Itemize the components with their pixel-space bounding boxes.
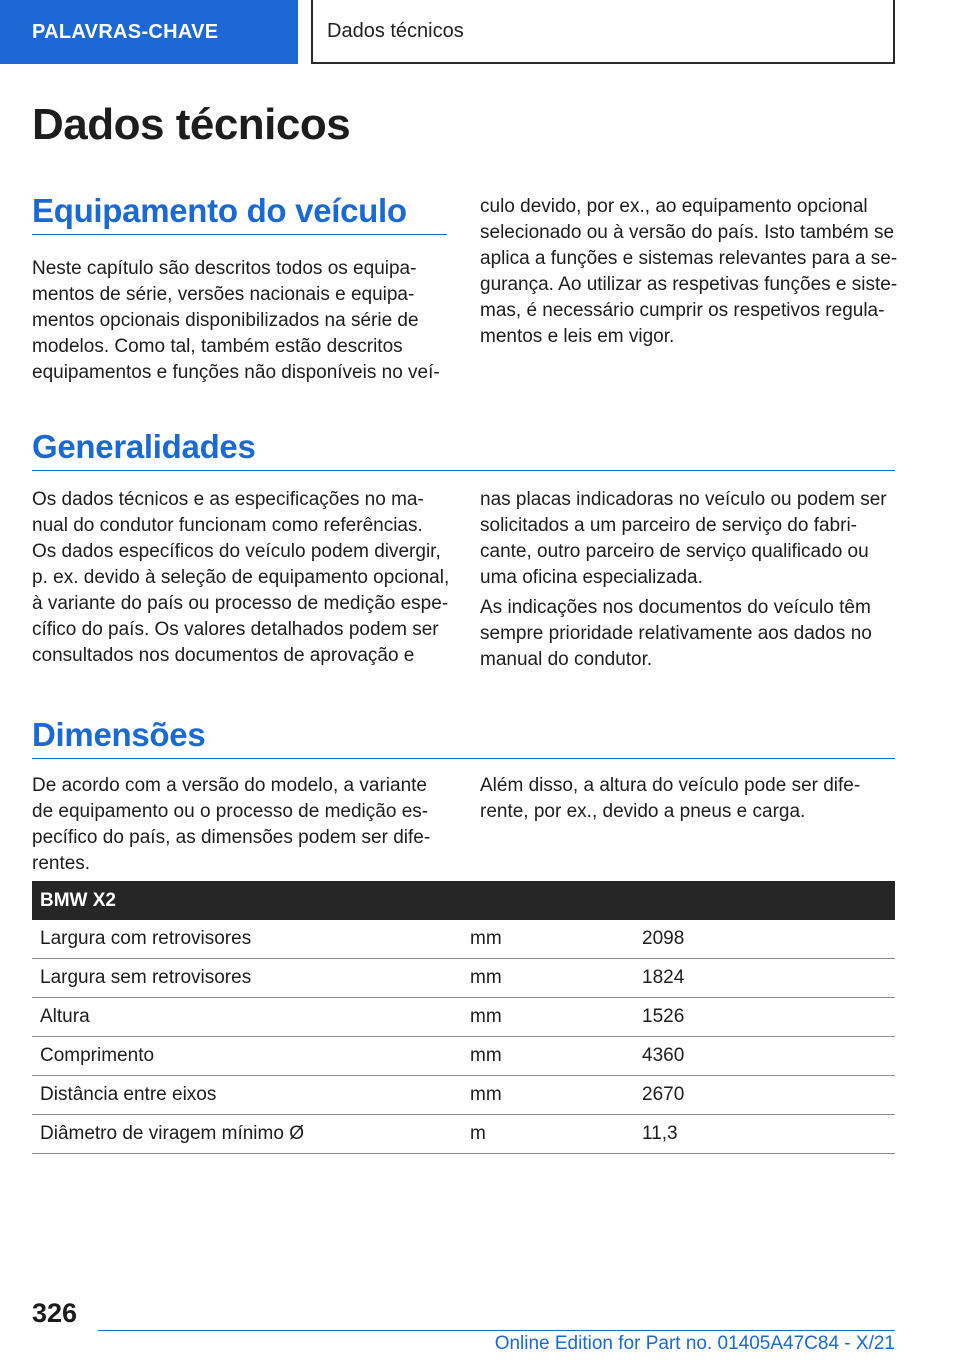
table-row [32, 959, 895, 998]
table-row [32, 1037, 895, 1076]
edition-note: Online Edition for Part no. 01405A47C84 - X/21 [494, 1333, 895, 1354]
footer-rule [98, 1330, 895, 1331]
row-unit: mm [462, 1037, 634, 1076]
section-label: Dados técnicos [311, 0, 895, 64]
heading-rule [32, 234, 447, 235]
row-unit: mm [462, 920, 634, 959]
row-unit: mm [462, 1076, 634, 1115]
row-unit: mm [462, 998, 634, 1037]
heading-dimensions: Dimensões [32, 716, 206, 753]
dimensions-text-right: Além disso, a altura do veículo pode ser dife-rente, por ex., devido a pneus e carga. [480, 775, 861, 822]
row-label: Largura sem retrovisores [32, 959, 462, 998]
keyword-tab[interactable]: PALAVRAS-CHAVE [0, 0, 298, 64]
general-text-right-2: As indicações nos documentos do veículo têm sempre prioridade relativamente aos dados no manual do condutor. [480, 597, 872, 670]
heading-equipment: Equipamento do veículo [32, 192, 407, 229]
equipment-text-right: culo devido, por ex., ao equipamento opcional selecionado ou à versão do país. Isto também se aplica a funções e sistemas relevantes para a se-gurança. Ao utilizar as respetivas funções e siste-mas, é necessário cumprir os respetivos regula-mentos e leis em vigor. [480, 196, 898, 347]
row-label: Altura [32, 998, 462, 1037]
row-unit: mm [462, 959, 634, 998]
heading-rule [32, 758, 895, 759]
dimensions-text-left: De acordo com a versão do modelo, a variante de equipamento ou o processo de medição es-pecífico do país, as dimensões podem ser dife-rentes. [32, 775, 431, 874]
table-row [32, 998, 895, 1037]
row-label: Comprimento [32, 1037, 462, 1076]
heading-rule [32, 470, 895, 471]
table-header: BMW X2 [32, 881, 895, 920]
table-row [32, 1115, 895, 1154]
row-unit: m [462, 1115, 634, 1154]
table-row [32, 1076, 895, 1115]
row-label: Distância entre eixos [32, 1076, 462, 1115]
page-title: Dados técnicos [32, 100, 351, 149]
general-text-right-1: nas placas indicadoras no veículo ou podem ser solicitados a um parceiro de serviço do fabri-cante, outro parceiro de serviço qualificado ou uma oficina especializada. [480, 489, 887, 588]
row-value: 1824 [634, 959, 895, 998]
row-value: 2098 [634, 920, 895, 959]
dimensions-table [32, 881, 895, 1154]
row-value: 11,3 [634, 1115, 895, 1154]
row-label: Largura com retrovisores [32, 920, 462, 959]
row-value: 1526 [634, 998, 895, 1037]
row-label: Diâmetro de viragem mínimo Ø [32, 1115, 462, 1154]
table-row [32, 920, 895, 959]
row-value: 4360 [634, 1037, 895, 1076]
heading-general: Generalidades [32, 428, 256, 465]
page-number: 326 [32, 1298, 78, 1328]
general-text-left: Os dados técnicos e as especificações no ma-nual do condutor funcionam como referências. Os dados específicos do veículo podem divergir, p. ex. devido à seleção de equipamento opcional, à variante do país ou processo de medição espe-cífico do país. Os valores detalhados podem ser consultados nos documentos de aprovação e [32, 489, 450, 666]
equipment-text-left: Neste capítulo são descritos todos os equipa-mentos de série, versões nacionais e equipa-mentos opcionais disponibilizados na série de modelos. Como tal, também estão descritos equipamentos e funções não disponíveis no veí- [32, 258, 440, 383]
row-value: 2670 [634, 1076, 895, 1115]
